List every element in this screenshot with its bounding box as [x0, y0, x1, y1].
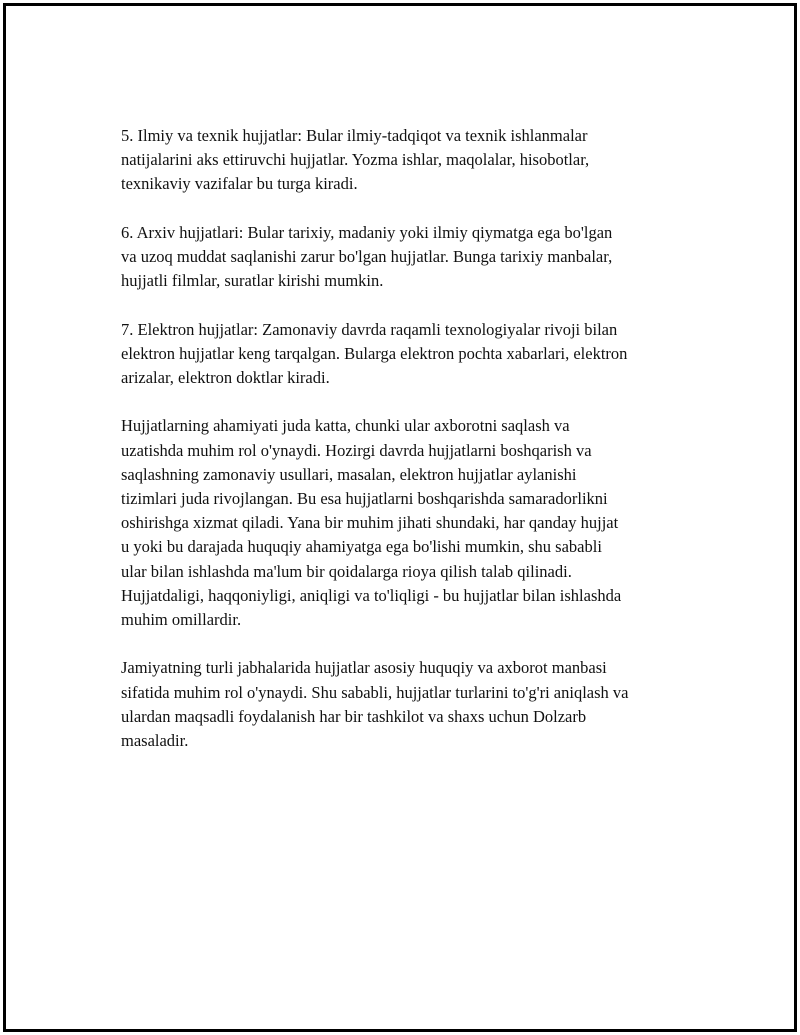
- paragraph-scientific-technical-documents: [121, 124, 701, 197]
- text-line: oshirishga xizmat qiladi. Yana bir muhim jihati shundaki, har qanday hujjat: [121, 513, 619, 533]
- paragraph-importance-of-documents: [121, 414, 701, 632]
- paragraph-electronic-documents: [121, 318, 701, 391]
- text-line: natijalarini aks ettiruvchi hujjatlar. Yozma ishlar, maqolalar, hisobotlar,: [121, 150, 590, 170]
- text-line: saqlashning zamonaviy usullari, masalan, elektron hujjatlar aylanishi: [121, 464, 577, 484]
- text-line: elektron hujjatlar keng tarqalgan. Bularga elektron pochta xabarlari, elektron: [121, 343, 628, 363]
- text-line: hujjatli filmlar, suratlar kirishi mumkin.: [121, 271, 384, 291]
- text-line: 7. Elektron hujjatlar: Zamonaviy davrda raqamli texnologiyalar rivoji bilan: [121, 319, 618, 339]
- text-line: masaladir.: [121, 731, 189, 751]
- text-line: arizalar, elektron doktlar kiradi.: [121, 368, 330, 387]
- text-line: uzatishda muhim rol o'ynaydi. Hozirgi davrda hujjatlarni boshqarish va: [121, 440, 592, 460]
- text-line: 6. Arxiv hujjatlari: Bular tarixiy, madaniy yoki ilmiy qiymatga ega bo'lgan: [121, 222, 613, 242]
- text-line: sifatida muhim rol o'ynaydi. Shu sababli, hujjatlar turlarini to'g'ri aniqlash va: [121, 682, 629, 702]
- document-body: [121, 124, 701, 777]
- text-line: ulardan maqsadli foydalanish har bir tashkilot va shaxs uchun Dolzarb: [121, 706, 587, 726]
- text-line: ular bilan ishlashda ma'lum bir qoidalarga rioya qilish talab qilinadi.: [121, 561, 572, 581]
- text-line: u yoki bu darajada huquqiy ahamiyatga ega bo'lishi mumkin, shu sababli: [121, 537, 602, 557]
- paragraph-archive-documents: [121, 221, 701, 294]
- text-line: Hujjatdaligi, haqqoniyligi, aniqligi va to'liqligi - bu hujjatlar bilan ishlashda: [121, 585, 622, 605]
- text-line: Jamiyatning turli jabhalarida hujjatlar asosiy huquqiy va axborot manbasi: [121, 658, 607, 678]
- page-frame: [3, 3, 797, 1032]
- text-line: texnikaviy vazifalar bu turga kiradi.: [121, 174, 358, 194]
- text-line: 5. Ilmiy va texnik hujjatlar: Bular ilmiy-tadqiqot va texnik ishlanmalar: [121, 126, 588, 145]
- text-line: Hujjatlarning ahamiyati juda katta, chunki ular axborotni saqlash va: [121, 416, 570, 436]
- paragraph-conclusion: [121, 656, 701, 753]
- text-line: muhim omillardir.: [121, 610, 242, 630]
- text-line: tizimlari juda rivojlangan. Bu esa hujjatlarni boshqarishda samaradorlikni: [121, 489, 608, 508]
- text-line: va uzoq muddat saqlanishi zarur bo'lgan hujjatlar. Bunga tarixiy manbalar,: [121, 247, 613, 266]
